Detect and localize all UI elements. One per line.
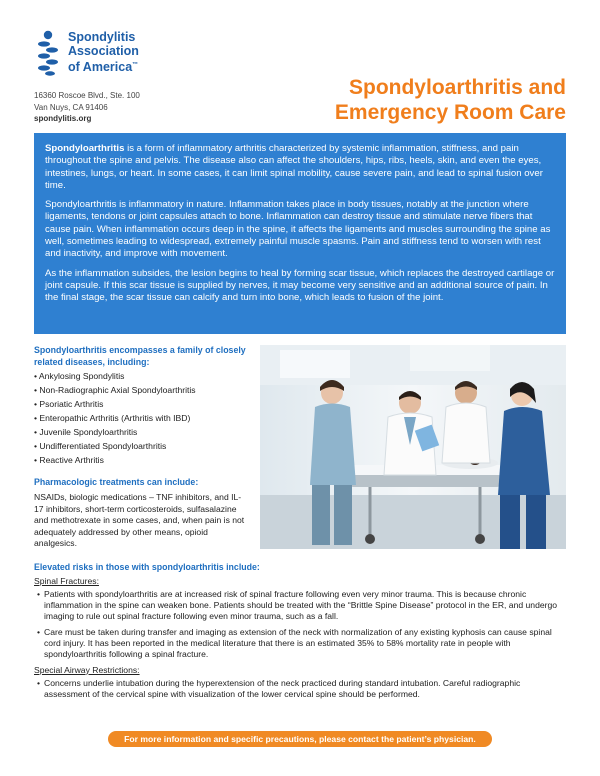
logo-wordmark (68, 30, 139, 74)
address-line-1: 16360 Roscoe Blvd., Ste. 100 (34, 91, 140, 100)
list-item: • Ankylosing Spondylitis (34, 371, 249, 383)
list-item: • Concerns underlie intubation during the hyperextension of the neck practiced during standard intubation. Careful radiographic assessment of the cervical spine with visualization of the lower cervical spine should be performed. (34, 678, 566, 701)
logo-line-3-text: of America (68, 60, 133, 75)
logo-line-1: Spondylitis (68, 30, 136, 44)
fractures-subheading: Spinal Fractures: (34, 575, 99, 586)
elevated-risks-section (34, 562, 566, 704)
list-item: • Non-Radiographic Axial Spondyloarthritis (34, 385, 249, 397)
emergency-room-photo (260, 345, 566, 549)
address-line-2: Van Nuys, CA 91406 (34, 102, 108, 112)
family-heading: Spondyloarthritis encompasses a family of closely related diseases, including: (34, 345, 246, 367)
title-line-1: Spondyloarthritis and (348, 76, 566, 99)
website-link[interactable]: spondylitis.org (34, 114, 92, 123)
pharm-heading: Pharmacologic treatments can include: (34, 476, 199, 487)
document-title (335, 75, 566, 125)
intro-box (34, 133, 566, 334)
disease-list (34, 371, 249, 467)
saa-logo[interactable] (34, 30, 139, 76)
airway-subheading: Special Airway Restrictions: (34, 664, 140, 675)
list-item: • Care must be taken during transfer and imaging as extension of the neck with normalization of any existing kyphosis can cause spinal cord injury. It has been reported in the medical literature that there is an estimated 35% to 58% mortality rate in people with spondyloarthritis following a spinal fracture. (34, 627, 566, 661)
contact-physician-banner: For more information and specific precautions, please contact the patient’s physician. (108, 731, 492, 747)
list-item: • Undifferentiated Spondyloarthritis (34, 441, 249, 453)
airway-list (34, 678, 566, 701)
pharm-text: NSAIDs, biologic medications – TNF inhibitors, and IL-17 inhibitors, short-term corticosteroids, sulfasalazine and methotrexate in some cases, and, when pain is not adequately addressed by other means, opioid analgesics. (34, 492, 245, 549)
logo-figure-icon (34, 30, 62, 76)
intro-paragraph-3: As the inflammation subsides, the lesion begins to heal by forming scar tissue, which replaces the destroyed cartilage or joint capsule. If this scar tissue is supplied by nerves, it may become very sensitive and an additional source of pain. In the final stage, the scar tissue can calcify and turn into bone, which leads to fusion of the joint. (45, 267, 555, 304)
intro-term: Spondyloarthritis (45, 143, 125, 154)
risks-heading: Elevated risks in those with spondyloarthritis include: (34, 562, 260, 572)
left-column (34, 345, 249, 550)
list-item: • Reactive Arthritis (34, 455, 249, 467)
list-item: • Psoriatic Arthritis (34, 399, 249, 411)
fractures-list (34, 589, 566, 661)
org-address (34, 90, 140, 125)
intro-paragraph-1 (45, 143, 556, 192)
trademark-symbol: ™ (132, 62, 139, 68)
logo-line-3 (68, 58, 139, 74)
intro-p1-text: is a form of inflammatory arthritis characterized by systemic inflammation, stiffness, and pain throughout the spine and pelvis. The disease also can affect the shoulders, hips, ribs, heels, skin, and even the eyes, intestines, lungs, or heart. In some cases, it can limit spinal mobility, cause severe pain, and lead to spinal fusion over time. (45, 143, 543, 191)
list-item: • Enteropathic Arthritis (Arthritis with IBD) (34, 413, 249, 425)
list-item: • Patients with spondyloarthritis are at increased risk of spinal fracture following even very minor trauma. This is because chronic inflammation in the spine can weaken bone. Patients should be treated with the “Brittle Spine Disease” protocol in the ER, and undergo imaging to rule out spinal fracture following even minor trauma, such as a fall. (34, 589, 566, 623)
list-item: • Juvenile Spondyloarthritis (34, 427, 249, 439)
title-line-2: Emergency Room Care (334, 101, 566, 124)
intro-paragraph-2: Spondyloarthritis is inflammatory in nature. Inflammation takes place in body tissues, notably at the junction where ligaments, tendons or joint capsules attach to bone. Inflammation can destroy tissue and stimulate nerve fibers that cause pain. When inflammation occurs deep in the spine, it affects the ligaments and muscles surrounding the spine as well, sometimes leading to widespread, extremely painful muscle spasms. Pain and stiffness tend to worsen with rest and inactivity, and improve with movement. (45, 199, 551, 260)
logo-line-2: Association (68, 44, 139, 58)
